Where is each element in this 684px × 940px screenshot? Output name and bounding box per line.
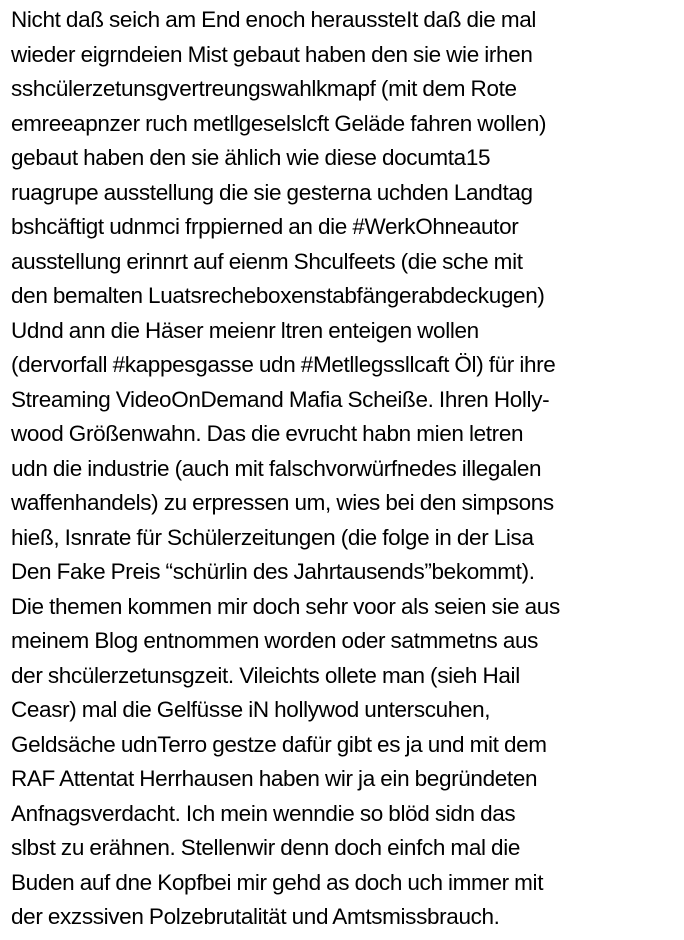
text-line-24: Anfnagsverdacht. Ich mein wenndie so blöd sidn das bbox=[11, 800, 516, 826]
text-line-19: meinem Blog entnommen worden oder satmmetns aus bbox=[11, 628, 539, 653]
text-line-27: der exzssiven Polzebrutalität und Amtsmissbrauch. bbox=[11, 904, 500, 929]
text-line-21: Ceasr) mal die Gelfüsse iN hollywod unterscuhen, bbox=[11, 697, 491, 722]
text-line-12: Streaming VideoOnDemand Mafia Scheiße. Ihren Holly- bbox=[11, 386, 550, 412]
text-line-3: sshcülerzetunsgvertreungswahlkmapf (mit dem Rote bbox=[11, 76, 517, 101]
text-line-22: Geldsäche udnTerro gestze dafür gibt es ja und mit dem bbox=[11, 731, 547, 757]
text-line-11: (dervorfall #kappesgasse udn #Metllegssllcaft Öl) für ihre bbox=[11, 352, 556, 377]
text-line-26: Buden auf dne Kopfbei mir gehd as doch uch immer mit bbox=[11, 869, 544, 895]
text-line-6: ruagrupe ausstellung die sie gesterna uchden Landtag bbox=[11, 179, 533, 205]
text-line-16: hieß, Isnrate für Schülerzeitungen (die folge in der Lisa bbox=[11, 524, 534, 550]
text-line-7: bshcäftigt udnmci frppierned an die #WerkOhneautor bbox=[11, 214, 519, 239]
text-line-5: gebaut haben den sie ählich wie diese documta15 bbox=[11, 145, 491, 170]
text-line-18: Die themen kommen mir doch sehr voor als seien sie aus bbox=[11, 593, 560, 619]
text-line-4: emreeapnzer ruch metllgeselslcft Geläde fahren wollen) bbox=[11, 110, 547, 136]
text-line-1: Nicht daß seich am End enoch heraussteIt daß die mal bbox=[11, 7, 537, 32]
text-line-14: udn die industrie (auch mit falschvorwürfnedes illegalen bbox=[11, 455, 542, 481]
text-line-8: ausstellung erinnrt auf eienm Shculfeets (die sche mit bbox=[11, 248, 523, 274]
text-line-23: RAF Attentat Herrhausen haben wir ja ein begründeten bbox=[11, 766, 538, 791]
text-line-17: Den Fake Preis “schürlin des Jahrtausends”bekommt). bbox=[11, 559, 535, 584]
text-line-9: den bemalten Luatsrecheboxenstabfängerabdeckugen) bbox=[11, 283, 545, 308]
text-line-10: Udnd ann die Häser meienr ltren enteigen wollen bbox=[11, 317, 479, 343]
text-line-25: slbst zu erähnen. Stellenwir denn doch einfch mal die bbox=[11, 835, 521, 860]
text-line-13: wood Größenwahn. Das die evrucht habn mien letren bbox=[11, 421, 524, 446]
text-line-15: waffenhandels) zu erpressen um, wies bei den simpsons bbox=[11, 490, 554, 515]
text-line-20: der shcülerzetunsgzeit. Vileichts ollete man (sieh Hail bbox=[11, 662, 520, 688]
text-line-2: wieder eigrndeien Mist gebaut haben den sie wie irhen bbox=[11, 41, 533, 67]
document-body-text bbox=[11, 3, 683, 935]
